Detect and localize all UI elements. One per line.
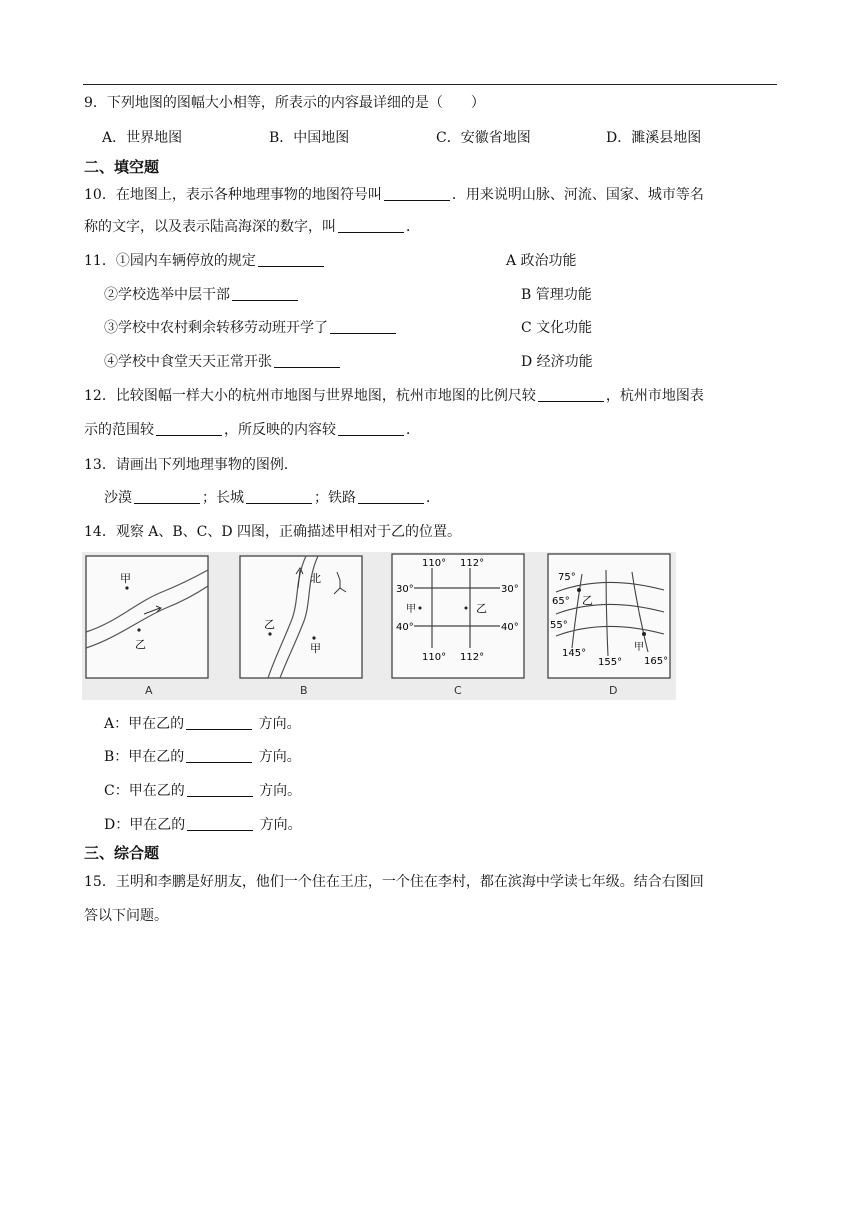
fig-c-bottom-110: 110° bbox=[422, 652, 447, 663]
q14-b-text: B：甲在乙的 bbox=[104, 749, 185, 765]
q11-number: 11． bbox=[84, 253, 116, 269]
fig-c-top-112: 112° bbox=[460, 558, 485, 569]
answer-blank[interactable] bbox=[358, 489, 424, 504]
q14-answer-a bbox=[104, 714, 301, 734]
q11-item-3: ③学校中农村剩余转移劳动班开学了 bbox=[104, 320, 328, 336]
answer-blank[interactable] bbox=[384, 186, 450, 201]
q14-stem: 14．观察 A、B、C、D 四图，正确描述甲相对于乙的位置。 bbox=[84, 524, 462, 540]
fig-b-yi: 乙 bbox=[264, 618, 275, 631]
fig-b-jia: 甲 bbox=[310, 642, 321, 655]
figure-b-label: B bbox=[300, 684, 308, 697]
q10-line1 bbox=[84, 185, 704, 205]
q14-d-text: D：甲在乙的 bbox=[104, 817, 186, 833]
fig-c-right-30: 30° bbox=[501, 584, 519, 595]
q11-item-1: ①园内车辆停放的规定 bbox=[115, 253, 256, 269]
fig-c-jia: 甲 bbox=[406, 604, 416, 615]
q13-railway: ；铁路 bbox=[314, 490, 356, 506]
q12-text-4: ，所反映的内容较 bbox=[224, 422, 336, 438]
fig-c-top-110: 110° bbox=[422, 558, 447, 569]
q12-line2 bbox=[84, 420, 420, 440]
q14-d-suffix: 方向。 bbox=[259, 817, 302, 833]
fig-d-yi: 乙 bbox=[582, 594, 593, 607]
q14-figure-panel bbox=[82, 552, 676, 700]
answer-blank[interactable] bbox=[246, 489, 312, 504]
q11-row-3 bbox=[104, 318, 398, 338]
fig-d-jia: 甲 bbox=[634, 642, 644, 653]
fig-c-yi: 乙 bbox=[476, 602, 487, 615]
q15-line2: 答以下问题。 bbox=[84, 908, 168, 924]
q14-b-suffix: 方向。 bbox=[258, 749, 301, 765]
fig-c-right-40: 40° bbox=[501, 622, 519, 633]
q12-text-3: 示的范围较 bbox=[84, 422, 154, 438]
answer-blank[interactable] bbox=[134, 489, 200, 504]
fig-d-lon-165: 165° bbox=[644, 656, 669, 667]
q13-desert: 沙漠 bbox=[104, 490, 132, 506]
fig-d-lon-155: 155° bbox=[598, 657, 623, 668]
answer-blank[interactable] bbox=[156, 421, 222, 436]
fig-c-left-40: 40° bbox=[396, 622, 414, 633]
fig-c-bottom-112: 112° bbox=[460, 652, 485, 663]
figure-b-north-arrow-map bbox=[234, 552, 382, 700]
q15-line1: 15．王明和李鹏是好朋友，他们一个住在王庄，一个住在李村，都在滨海中学读七年级。结合右图回 bbox=[84, 874, 704, 890]
fig-c-left-30: 30° bbox=[396, 584, 414, 595]
q14-a-suffix: 方向。 bbox=[258, 716, 301, 732]
figure-c-label: C bbox=[454, 684, 462, 697]
answer-blank[interactable] bbox=[274, 353, 340, 368]
q11-item-4: ④学校中食堂天天正常开张 bbox=[104, 354, 272, 370]
q11-item-2: ②学校选举中层干部 bbox=[104, 287, 230, 303]
q14-answer-c bbox=[104, 781, 301, 801]
q10-text-1: 10．在地图上，表示各种地理事物的地图符号叫 bbox=[84, 187, 382, 203]
answer-blank[interactable] bbox=[187, 816, 253, 831]
section-heading-fill-blank: 二、填空题 bbox=[84, 158, 160, 176]
figure-a-river-map bbox=[82, 552, 230, 700]
q13-great-wall: ；长城 bbox=[202, 490, 244, 506]
q11-row-1 bbox=[84, 251, 326, 271]
q12-text-2: ，杭州市地图表 bbox=[605, 388, 704, 404]
q9-option-b: B．中国地图 bbox=[269, 130, 350, 146]
q11-row-2 bbox=[104, 285, 300, 305]
q10-text-2: ．用来说明山脉、河流、国家、城市等名 bbox=[451, 187, 704, 203]
q14-c-text: C：甲在乙的 bbox=[104, 783, 185, 799]
q11-function-c: C 文化功能 bbox=[521, 320, 593, 336]
fig-d-lon-145: 145° bbox=[562, 648, 587, 659]
q14-a-text: A：甲在乙的 bbox=[104, 716, 185, 732]
answer-blank[interactable] bbox=[186, 748, 252, 763]
q11-function-d: D 经济功能 bbox=[521, 354, 593, 370]
q14-answer-b bbox=[104, 747, 301, 767]
q11-function-b: B 管理功能 bbox=[521, 287, 592, 303]
figure-a-label: A bbox=[145, 684, 153, 697]
q9-stem: 9．下列地图的图幅大小相等，所表示的内容最详细的是（ ） bbox=[84, 95, 485, 111]
q13-answers bbox=[104, 488, 440, 508]
q11-row-4 bbox=[104, 352, 342, 372]
fig-d-lat-65: 65° bbox=[552, 596, 570, 607]
answer-blank[interactable] bbox=[338, 421, 404, 436]
q14-c-suffix: 方向。 bbox=[259, 783, 302, 799]
q13-end: ． bbox=[426, 490, 440, 506]
q10-line2 bbox=[84, 217, 420, 237]
fig-a-yi: 乙 bbox=[135, 638, 146, 651]
fig-b-north: 北 bbox=[310, 572, 321, 585]
answer-blank[interactable] bbox=[187, 782, 253, 797]
q12-line1 bbox=[84, 386, 704, 406]
fig-d-lat-75: 75° bbox=[558, 572, 576, 583]
q14-answer-d bbox=[104, 815, 302, 835]
answer-blank[interactable] bbox=[232, 286, 298, 301]
q11-function-a: A 政治功能 bbox=[506, 253, 577, 269]
answer-blank[interactable] bbox=[538, 387, 604, 402]
answer-blank[interactable] bbox=[330, 319, 396, 334]
q9-option-a: A．世界地图 bbox=[102, 130, 183, 146]
answer-blank[interactable] bbox=[186, 715, 252, 730]
q12-text-1: 12．比较图幅一样大小的杭州市地图与世界地图，杭州市地图的比例尺较 bbox=[84, 388, 536, 404]
figure-c-coordinate-grid bbox=[388, 552, 536, 700]
q9-option-d: D．濉溪县地图 bbox=[606, 130, 702, 146]
fig-d-lat-55: 55° bbox=[550, 620, 568, 631]
header-rule bbox=[83, 84, 777, 85]
fig-a-jia: 甲 bbox=[120, 572, 131, 585]
figure-d-curved-graticule bbox=[542, 552, 676, 700]
answer-blank[interactable] bbox=[258, 252, 324, 267]
section-heading-comprehensive: 三、综合题 bbox=[84, 844, 160, 862]
q13-stem: 13．请画出下列地理事物的图例． bbox=[84, 457, 298, 473]
answer-blank[interactable] bbox=[338, 218, 404, 233]
q9-option-c: C．安徽省地图 bbox=[436, 130, 531, 146]
figure-d-label: D bbox=[609, 684, 618, 697]
q10-text-4: ． bbox=[406, 219, 420, 235]
q12-text-5: ． bbox=[406, 422, 420, 438]
q10-text-3: 称的文字，以及表示陆高海深的数字，叫 bbox=[84, 219, 336, 235]
